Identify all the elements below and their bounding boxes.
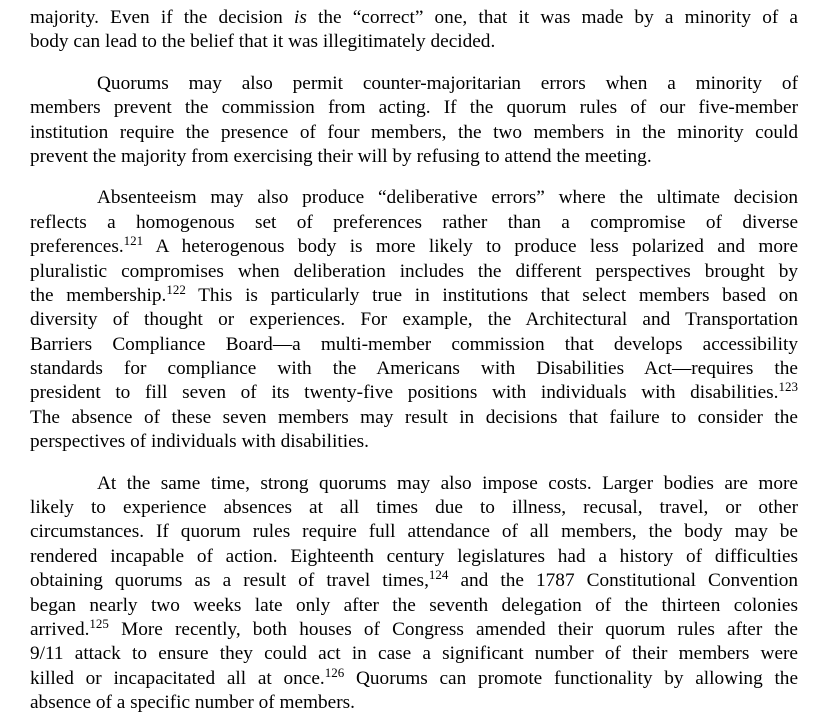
text-line bbox=[30, 30, 798, 54]
text-run: rendered incapable of action. Eighteenth century legislatures had a history of difficulties bbox=[30, 545, 798, 567]
text-line bbox=[30, 430, 798, 454]
text-line bbox=[30, 594, 798, 618]
text-run: 9/11 attack to ensure they could act in case a significant number of their members were bbox=[30, 643, 798, 665]
text-line bbox=[30, 642, 798, 666]
text-run: absence of a specific number of members. bbox=[30, 692, 355, 714]
paragraph-gap bbox=[30, 455, 798, 472]
text-line bbox=[30, 615, 798, 642]
text-line bbox=[30, 235, 798, 259]
paragraph-gap bbox=[30, 55, 798, 72]
text-run: Quorums may also permit counter-majoritarian errors when a minority of bbox=[97, 72, 798, 94]
text-line bbox=[30, 664, 798, 691]
text-run: Quorums can promote functionality by allowing the bbox=[344, 667, 798, 689]
text-run: killed or incapacitated all at once. bbox=[30, 667, 325, 689]
text-line bbox=[30, 333, 798, 357]
text-line bbox=[30, 472, 798, 496]
text-run: Barriers Compliance Board—a multi-member commission that develops accessibility bbox=[30, 333, 798, 355]
text-run: More recently, both houses of Congress amended their quorum rules after the bbox=[108, 618, 798, 640]
text-run: A heterogenous body is more likely to produce less polarized and more bbox=[143, 236, 798, 258]
text-run: diversity of thought or experiences. For example, the Architectural and Transportation bbox=[30, 309, 798, 331]
text-line bbox=[30, 281, 798, 308]
text-run: pluralistic compromises when deliberation includes the different perspectives brought by bbox=[30, 260, 798, 282]
text-run: the “correct” one, that it was made by a minority of a bbox=[306, 7, 798, 28]
text-run: circumstances. If quorum rules require full attendance of all members, the body may be bbox=[30, 521, 798, 543]
text-run: prevent the majority from exercising their will by refusing to attend the meeting. bbox=[30, 145, 652, 167]
text-run: majority. Even if the decision bbox=[30, 7, 294, 28]
text-run: and the 1787 Constitutional Convention bbox=[448, 570, 798, 592]
paragraph-p2 bbox=[30, 72, 798, 170]
text-line bbox=[30, 260, 798, 284]
emphasis-text: is bbox=[293, 7, 307, 28]
footnote-ref: 121 bbox=[123, 233, 144, 249]
text-run: Absenteeism may also produce “deliberative errors” where the ultimate decision bbox=[97, 187, 798, 209]
text-run: began nearly two weeks late only after the seventh delegation of the thirteen colonies bbox=[30, 594, 798, 616]
text-run: arrived. bbox=[30, 618, 90, 640]
paragraph-p4 bbox=[30, 472, 798, 716]
text-line bbox=[30, 72, 798, 96]
text-run: likely to experience absences at all times due to illness, recusal, travel, or other bbox=[30, 497, 798, 519]
text-run: This is particularly true in institutions that select members based on bbox=[185, 284, 798, 306]
text-run: preferences. bbox=[30, 236, 124, 258]
text-line bbox=[30, 211, 798, 235]
text-line bbox=[30, 406, 798, 430]
text-run: members prevent the commission from acting. If the quorum rules of our five-member bbox=[30, 97, 798, 119]
text-run: standards for compliance with the Americans with Disabilities Act—requires the bbox=[30, 358, 798, 380]
text-run: the membership. bbox=[30, 284, 167, 306]
footnote-ref: 124 bbox=[428, 567, 449, 583]
text-line bbox=[30, 381, 798, 405]
text-line bbox=[30, 496, 798, 520]
text-run: body can lead to the belief that it was illegitimately decided. bbox=[30, 31, 496, 53]
text-line bbox=[30, 308, 798, 332]
text-line bbox=[30, 357, 798, 381]
footnote-ref: 125 bbox=[89, 615, 109, 631]
paragraph-gap bbox=[30, 169, 798, 186]
document-page bbox=[30, 6, 798, 716]
text-run: At the same time, strong quorums may also impose costs. Larger bodies are more bbox=[97, 472, 798, 494]
text-line bbox=[30, 6, 798, 30]
text-line bbox=[30, 691, 798, 715]
text-line bbox=[30, 96, 798, 120]
paragraph-p1 bbox=[30, 6, 798, 55]
text-line bbox=[30, 145, 798, 169]
footnote-ref: 122 bbox=[166, 281, 186, 297]
text-line bbox=[30, 121, 798, 145]
text-run: president to fill seven of its twenty-five positions with individuals with disabilities. bbox=[30, 382, 779, 404]
paragraph-p3 bbox=[30, 186, 798, 454]
text-run: reflects a homogenous set of preferences rather than a compromise of diverse bbox=[30, 211, 798, 233]
footnote-ref: 123 bbox=[778, 379, 798, 395]
text-run: obtaining quorums as a result of travel times, bbox=[30, 570, 429, 592]
text-line bbox=[30, 520, 798, 544]
text-run: institution require the presence of four members, the two members in the minority could bbox=[30, 121, 798, 143]
text-line bbox=[30, 186, 798, 210]
text-run: The absence of these seven members may result in decisions that failure to consider the bbox=[30, 406, 798, 428]
text-line bbox=[30, 545, 798, 569]
text-line bbox=[30, 569, 798, 593]
text-run: perspectives of individuals with disabilities. bbox=[30, 431, 369, 453]
footnote-ref: 126 bbox=[324, 664, 345, 680]
